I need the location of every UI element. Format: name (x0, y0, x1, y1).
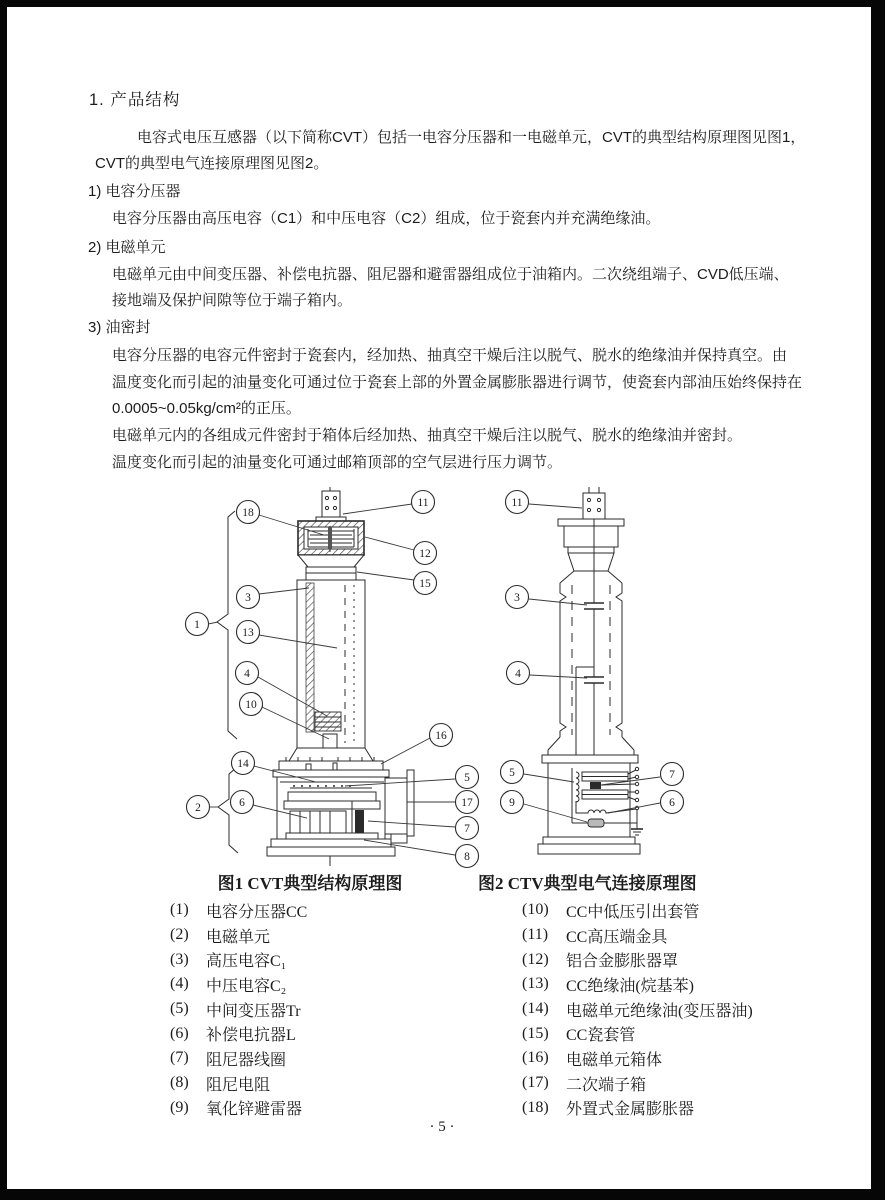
fig2-flange (542, 755, 638, 763)
part-item: (8) 阻尼电阻 (170, 1071, 307, 1096)
callout-6 (231, 791, 254, 814)
part-item: (10) CC中低压引出套管 (522, 898, 753, 923)
svg-text:5: 5 (464, 772, 470, 784)
callout-14 (232, 752, 255, 775)
part-label: 铝合金膨胀器罩 (566, 953, 679, 971)
fig1-em-unit-tank (273, 763, 389, 839)
sec3-title: 3) 油密封 (88, 319, 151, 336)
part-label: 阻尼电阻 (206, 1076, 271, 1094)
svg-text:9: 9 (509, 797, 515, 809)
callout-11 (412, 491, 435, 514)
svg-text:7: 7 (669, 769, 675, 781)
callout-1 (186, 613, 209, 636)
part-item: (3) 高压电容C₁ (170, 947, 307, 972)
svg-text:2: 2 (195, 802, 201, 814)
callout-3 (237, 586, 260, 609)
part-label: 电磁单元 (206, 928, 271, 946)
part-item: (16) 电磁单元箱体 (522, 1046, 753, 1071)
figure-1-caption: 图1 CVT典型结构原理图 (217, 874, 403, 893)
part-label: 电磁单元箱体 (566, 1051, 663, 1069)
part-item: (13) CC绝缘油(烷基苯) (522, 972, 753, 997)
svg-text:3: 3 (245, 592, 251, 604)
part-item: (15) CC瓷套管 (522, 1021, 753, 1046)
part-label: CC高压端金具 (566, 928, 668, 946)
part-label: CC瓷套管 (566, 1027, 636, 1045)
svg-text:4: 4 (515, 668, 521, 680)
fig1-bottom-bell (289, 748, 373, 761)
parts-list-right (522, 898, 753, 1120)
callout-5 (501, 761, 524, 784)
figure-1-cvt-structure (186, 487, 479, 868)
part-item: (1) 电容分压器CC (170, 898, 307, 923)
callout-17 (456, 791, 479, 814)
page-border-bottom (0, 1189, 885, 1200)
part-label: 电磁单元绝缘油(变压器油) (566, 1002, 753, 1020)
svg-text:4: 4 (244, 668, 250, 680)
callout-16 (430, 724, 453, 747)
sec3-body-line2: 温度变化而引起的油量变化可通过位于瓷套上部的外置金属膨胀器进行调节，使瓷套内部油压始终保持在 (112, 374, 803, 391)
svg-text:5: 5 (509, 767, 515, 779)
fig1-bushing (323, 734, 337, 748)
intro-line-2: CVT的典型电气连接原理图见图2。 (95, 155, 329, 172)
fig1-collar (306, 567, 356, 580)
part-label: 氧化锌避雷器 (206, 1101, 303, 1119)
callout-15 (414, 572, 437, 595)
parts-list-left (170, 898, 307, 1120)
fig1-hv-terminal (316, 491, 346, 521)
page-border-right (871, 0, 885, 1200)
part-item: (4) 中压电容C₂ (170, 972, 307, 997)
callout-5 (456, 766, 479, 789)
svg-text:11: 11 (417, 497, 429, 509)
figures-drawing (140, 485, 760, 870)
sec3-body-line1: 电容分压器的电容元件密封于瓷套内，经加热、抽真空干燥后注以脱气、脱水的绝缘油并保持真空。由 (112, 347, 788, 364)
section-heading: 1. 产品结构 (89, 91, 181, 109)
fig1-mv-capacitor-block (315, 712, 341, 731)
fig2-hv-terminal (583, 487, 605, 519)
callout-6 (661, 791, 684, 814)
svg-text:13: 13 (242, 627, 254, 639)
fig2-top-cap (558, 519, 624, 583)
fig2-damper (590, 782, 601, 789)
part-label: 中间变压器Tr (206, 1002, 301, 1020)
svg-text:3: 3 (514, 592, 520, 604)
part-item: (9) 氧化锌避雷器 (170, 1096, 307, 1121)
page-border-top (0, 0, 885, 7)
fig1-taper (298, 555, 364, 567)
sec3-body-line3: 0.0005~0.05kg/cm²的正压。 (112, 400, 301, 417)
fig2-base (538, 837, 640, 854)
fig1-terminal-box (385, 770, 414, 843)
callout-7 (661, 763, 684, 786)
fig1-brace-capacitor-divider (217, 511, 237, 739)
part-item: (7) 阻尼器线圈 (170, 1046, 307, 1071)
svg-text:1: 1 (194, 619, 200, 631)
part-label: 高压电容C₁ (206, 953, 287, 971)
callout-9 (501, 791, 524, 814)
part-item: (17) 二次端子箱 (522, 1071, 753, 1096)
part-label: 中压电容C₂ (206, 977, 287, 995)
figure-2-ctv-electrical (501, 487, 684, 854)
page-number: · 5 · (429, 1119, 455, 1135)
intro-line-1: 电容式电压互感器（以下简称CVT）包括一电容分压器和一电磁单元，CVT的典型结构原理图见图1， (137, 129, 806, 146)
sec1-body: 电容分压器由高压电容（C1）和中压电容（C2）组成，位于瓷套内并充满绝缘油。 (112, 210, 661, 227)
part-item: (18) 外置式金属膨胀器 (522, 1096, 753, 1121)
callout-2 (187, 796, 210, 819)
sec2-body-line2: 接地端及保护间隙等位于端子箱内。 (112, 292, 353, 309)
svg-text:6: 6 (239, 797, 245, 809)
callout-8 (456, 845, 479, 868)
part-label: 补偿电抗器L (206, 1027, 296, 1045)
part-label: 二次端子箱 (566, 1076, 647, 1094)
part-item: (5) 中间变压器Tr (170, 997, 307, 1022)
svg-text:10: 10 (245, 699, 257, 711)
part-item: (2) 电磁单元 (170, 923, 307, 948)
figure-2-caption: 图2 CTV典型电气连接原理图 (478, 874, 697, 893)
fig1-capacitor-stack (306, 583, 314, 732)
svg-text:8: 8 (464, 851, 470, 863)
fig2-arrester (588, 819, 604, 827)
callout-11 (506, 491, 529, 514)
svg-text:17: 17 (461, 797, 473, 809)
callout-3 (506, 586, 529, 609)
sec2-body-line1: 电磁单元由中间变压器、补偿电抗器、阻尼器和避雷器组成位于油箱内。二次绕组端子、CVD低压端、 (112, 266, 789, 283)
part-label: CC中低压引出套管 (566, 903, 700, 921)
page-border-left (0, 0, 7, 1200)
fig1-expander-housing (298, 521, 364, 555)
part-item: (6) 补偿电抗器L (170, 1021, 307, 1046)
sec3-body-line4: 电磁单元内的各组成元件密封于箱体后经加热、抽真空干燥后注以脱气、脱水的绝缘油并密封。 (112, 427, 743, 444)
part-item: (14) 电磁单元绝缘油(变压器油) (522, 997, 753, 1022)
svg-text:7: 7 (464, 823, 470, 835)
callout-4 (507, 662, 530, 685)
svg-text:12: 12 (419, 548, 431, 560)
svg-text:14: 14 (237, 758, 249, 770)
callout-13 (237, 621, 260, 644)
callout-4 (236, 662, 259, 685)
part-label: CC绝缘油(烷基苯) (566, 977, 695, 995)
svg-text:15: 15 (419, 578, 431, 590)
part-item: (12) 铝合金膨胀器罩 (522, 947, 753, 972)
fig1-damper (355, 810, 364, 833)
sec1-title: 1) 电容分压器 (88, 183, 181, 200)
svg-text:6: 6 (669, 797, 675, 809)
callout-10 (240, 693, 263, 716)
callout-7 (456, 817, 479, 840)
part-item: (11) CC高压端金具 (522, 923, 753, 948)
svg-text:16: 16 (435, 730, 447, 742)
sec2-title: 2) 电磁单元 (88, 239, 166, 256)
part-label: 电容分压器CC (206, 903, 308, 921)
callout-12 (414, 542, 437, 565)
part-label: 阻尼器线圈 (206, 1051, 287, 1069)
svg-text:18: 18 (242, 507, 254, 519)
part-label: 外置式金属膨胀器 (566, 1101, 695, 1119)
sec3-body-line5: 温度变化而引起的油量变化可通过邮箱顶部的空气层进行压力调节。 (112, 454, 563, 471)
svg-text:11: 11 (511, 497, 523, 509)
callout-18 (237, 501, 260, 524)
